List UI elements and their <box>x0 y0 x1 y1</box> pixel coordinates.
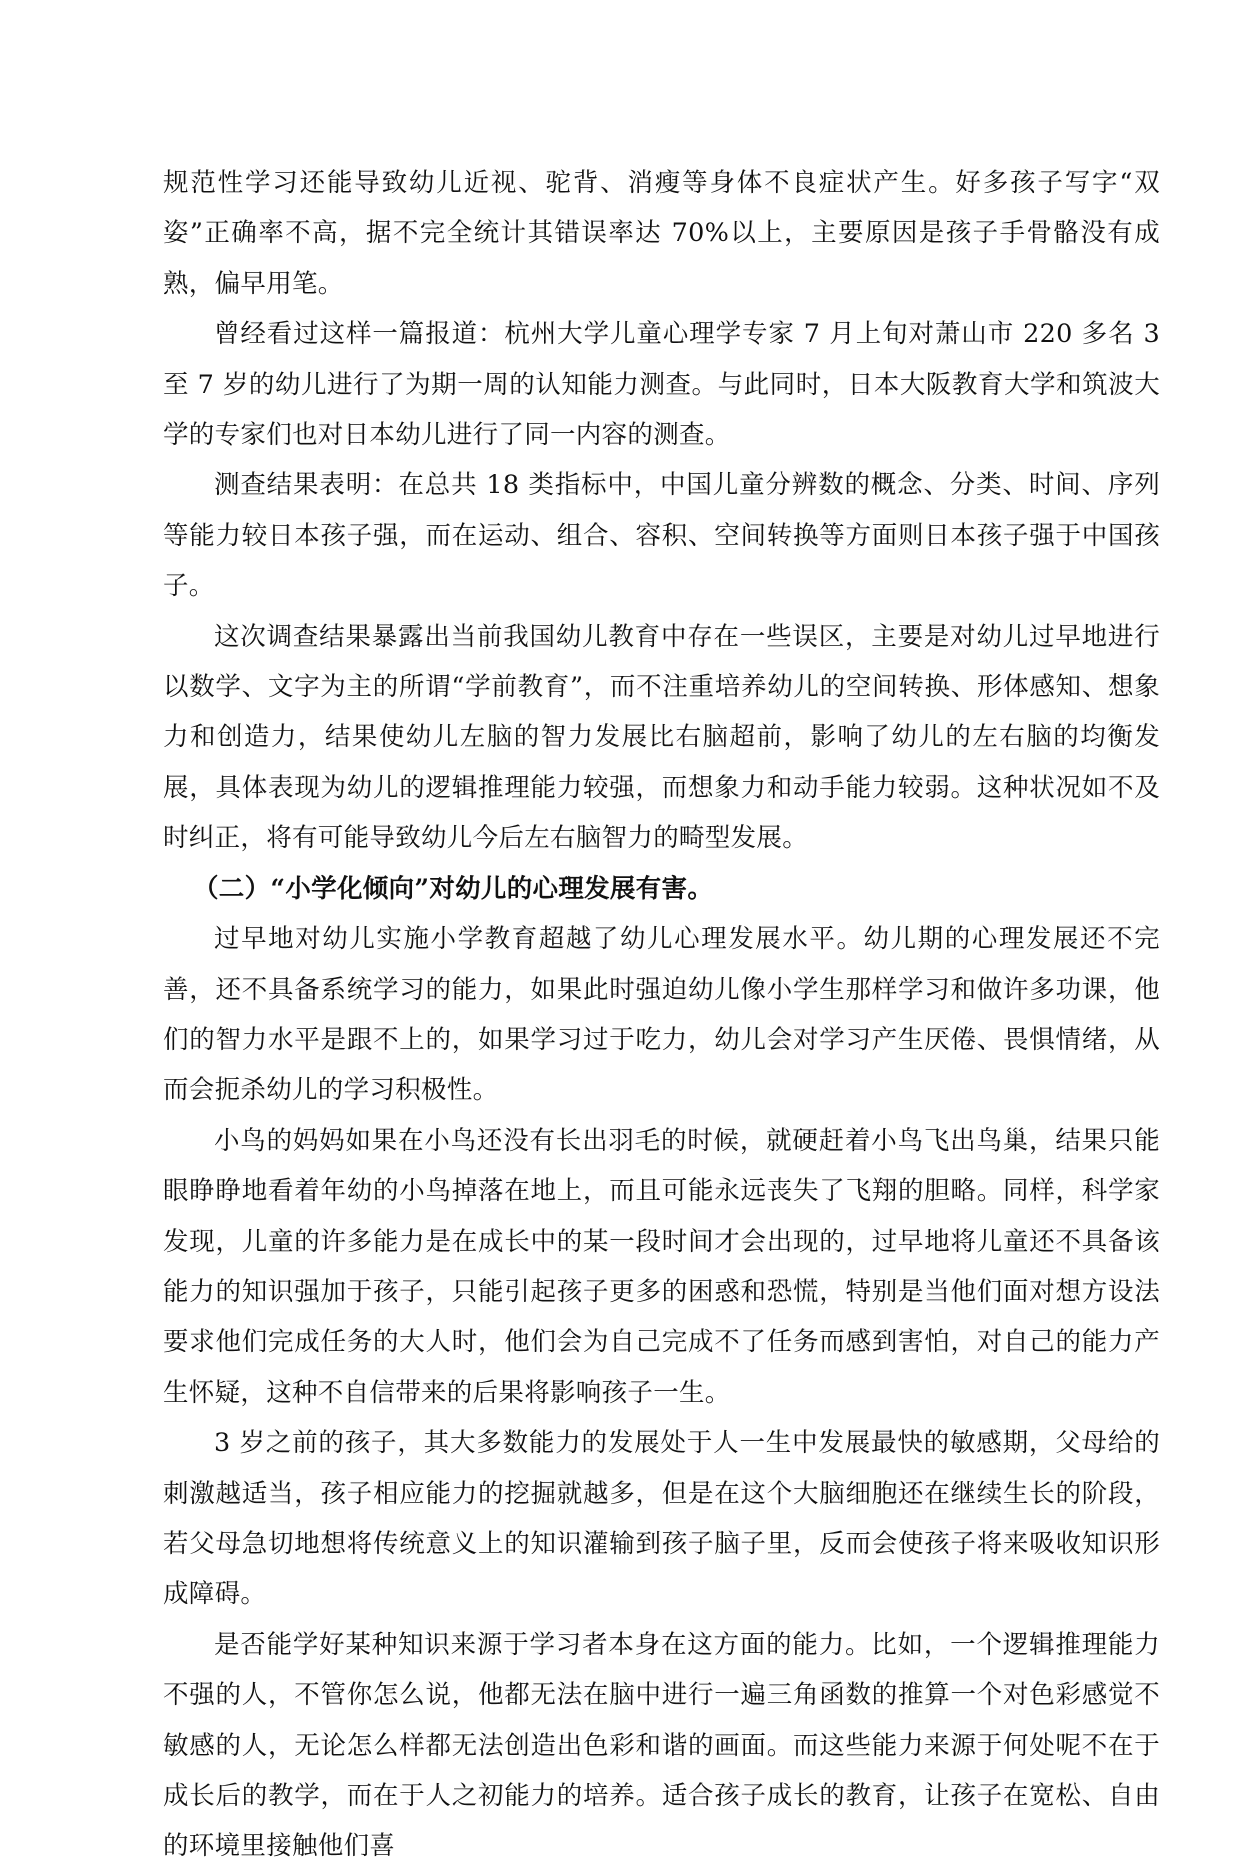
paragraph-sensitive-period: 3 岁之前的孩子，其大多数能力的发展处于人一生中发展最快的敏感期，父母给的刺激越适当，孩子相应能力的挖掘就越多，但是在这个大脑细胞还在继续生长的阶段，若父母急切地想将传统意义上的知识灌输到孩子脑子里，反而会使孩子将来吸收知识形成障碍。 <box>163 1428 1160 1610</box>
paragraph-misconceptions: 这次调查结果暴露出当前我国幼儿教育中存在一些误区，主要是对幼儿过早地进行以数学、文字为主的所谓“学前教育”，而不注重培养幼儿的空间转换、形体感知、想象力和创造力，结果使幼儿左脑的智力发展比右脑超前，影响了幼儿的左右脑的均衡发展，具体表现为幼儿的逻辑推理能力较强，而想象力和动手能力较弱。这种状况如不及时纠正，将有可能导致幼儿今后左右脑智力的畸型发展。 <box>163 621 1160 854</box>
paragraph-bird-analogy: 小鸟的妈妈如果在小鸟还没有长出羽毛的时候，就硬赶着小鸟飞出鸟巢，结果只能眼睁睁地看着年幼的小鸟掉落在地上，而且可能永远丧失了飞翔的胆略。同样，科学家发现，儿童的许多能力是在成长中的某一段时间才会出现的，过早地将儿童还不具备该能力的知识强加于孩子，只能引起孩子更多的困惑和恐慌，特别是当他们面对想方设法要求他们完成任务的大人时，他们会为自己完成不了任务而感到害怕，对自己的能力产生怀疑，这种不自信带来的后果将影响孩子一生。 <box>163 1125 1160 1408</box>
section-heading: （二）“小学化倾向”对幼儿的心理发展有害。 <box>193 873 714 904</box>
document-page <box>163 158 1160 1872</box>
paragraph-results: 测查结果表明：在总共 18 类指标中，中国儿童分辨数的概念、分类、时间、序列等能力较日本孩子强，而在运动、组合、容积、空间转换等方面则日本孩子强于中国孩子。 <box>163 470 1160 602</box>
paragraph-continued: 规范性学习还能导致幼儿近视、驼背、消瘦等身体不良症状产生。好多孩子写字“双姿”正确率不高，据不完全统计其错误率达 70%以上，主要原因是孩子手骨骼没有成熟，偏早用笔。 <box>163 168 1160 299</box>
paragraph-ability-source: 是否能学好某种知识来源于学习者本身在这方面的能力。比如，一个逻辑推理能力不强的人，不管你怎么说，他都无法在脑中进行一遍三角函数的推算一个对色彩感觉不敏感的人，无论怎么样都无法创造出色彩和谐的画面。而这些能力来源于何处呢不在于成长后的教学，而在于人之初能力的培养。适合孩子成长的教育，让孩子在宽松、自由的环境里接触他们喜 <box>163 1629 1160 1862</box>
paragraph-psychology: 过早地对幼儿实施小学教育超越了幼儿心理发展水平。幼儿期的心理发展还不完善，还不具备系统学习的能力，如果此时强迫幼儿像小学生那样学习和做许多功课，他们的智力水平是跟不上的，如果学习过于吃力，幼儿会对学习产生厌倦、畏惧情绪，从而会扼杀幼儿的学习积极性。 <box>163 924 1160 1106</box>
paragraph-report: 曾经看过这样一篇报道：杭州大学儿童心理学专家 7 月上旬对萧山市 220 多名 3 至 7 岁的幼儿进行了为期一周的认知能力测查。与此同时，日本大阪教育大学和筑波大学的专家们也对日本幼儿进行了同一内容的测查。 <box>163 319 1160 451</box>
